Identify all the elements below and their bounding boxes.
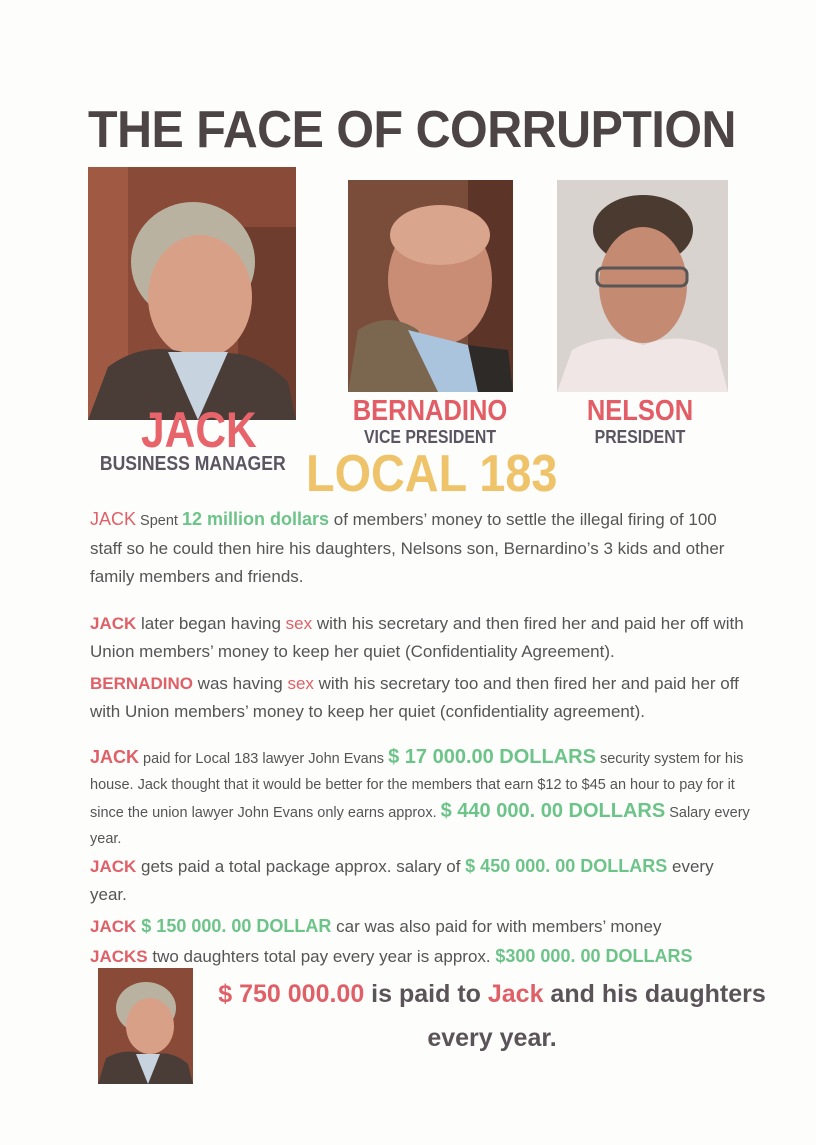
paragraph-7: JACKS two daughters total pay every year is approx. $300 000. 00 DOLLARS xyxy=(90,946,693,966)
role-bernadino: VICE PRESIDENT xyxy=(363,427,497,447)
name-highlight: JACKS xyxy=(90,947,148,966)
amount-highlight: $ 450 000. 00 DOLLARS xyxy=(465,856,668,876)
name-highlight: JACK xyxy=(90,917,137,936)
portrait-bernadino-icon xyxy=(348,180,513,392)
word-highlight: sex xyxy=(285,614,313,633)
role-nelson: PRESIDENT xyxy=(594,427,686,447)
paragraph-3: BERNADINO was having sex with his secretary too and then fired her and paid her off with Union members’ money to keep her quiet (confidentiality agreement). xyxy=(90,674,739,721)
name-highlight: JACK xyxy=(90,614,137,633)
amount-highlight: $300 000. 00 DOLLARS xyxy=(495,946,693,966)
name-highlight: JACK xyxy=(90,509,137,529)
summary-amount: $ 750 000.00 xyxy=(218,980,365,1008)
amount-highlight: $ 17 000.00 DOLLARS xyxy=(388,746,596,768)
portrait-jack-icon xyxy=(88,167,296,420)
name-highlight: BERNADINO xyxy=(90,674,193,693)
nelson-photo xyxy=(557,180,728,392)
paragraph-6: JACK $ 150 000. 00 DOLLAR car was also paid for with members’ money xyxy=(90,916,662,936)
bernadino-photo xyxy=(348,180,513,392)
paragraph-2: JACK later began having sex with his secretary and then fired her and paid her off with Union members’ money to keep her quiet (Confidentiality Agreement). xyxy=(90,614,744,661)
page-title: THE FACE OF CORRUPTION xyxy=(88,101,737,159)
jack-small-photo xyxy=(98,968,193,1084)
portrait-nelson-icon xyxy=(557,180,728,392)
name-highlight: JACK xyxy=(90,747,140,767)
paragraph-4: JACK paid for Local 183 lawyer John Evans $ 17 000.00 DOLLARS security system for his house. Jack thought that it would be better for the members that earn $12 to $45 an hour to pay for it since the union lawyer John Evans only earns approx. $ 440 000. 00 DOLLARS Salary every year. xyxy=(90,746,750,847)
name-nelson: NELSON xyxy=(586,395,694,427)
word-highlight: sex xyxy=(287,674,314,693)
name-highlight: JACK xyxy=(90,857,137,876)
name-jack: JACK xyxy=(141,402,257,458)
name-bernadino: BERNADINO xyxy=(352,395,508,427)
role-jack: BUSINESS MANAGER xyxy=(99,453,286,475)
paragraph-1: JACK Spent 12 million dollars of members’ money to settle the illegal firing of 100 staff so he could then hire his daughters, Nelsons son, Bernardino’s 3 kids and other family members and friends. xyxy=(90,509,725,586)
amount-highlight: $ 440 000. 00 DOLLARS xyxy=(440,800,666,822)
portrait-jack-small-icon xyxy=(98,968,193,1084)
amount-highlight: $ 150 000. 00 DOLLAR xyxy=(136,916,332,936)
amount-highlight: 12 million dollars xyxy=(181,509,330,529)
local-183-label: LOCAL 183 xyxy=(306,445,558,503)
summary-name: Jack xyxy=(487,980,544,1008)
paragraph-5: JACK gets paid a total package approx. salary of $ 450 000. 00 DOLLARS every year. xyxy=(90,856,714,904)
jack-photo xyxy=(88,167,296,420)
summary-statement: $ 750 000.00 is paid to Jack and his daughters every year. xyxy=(218,980,766,1052)
